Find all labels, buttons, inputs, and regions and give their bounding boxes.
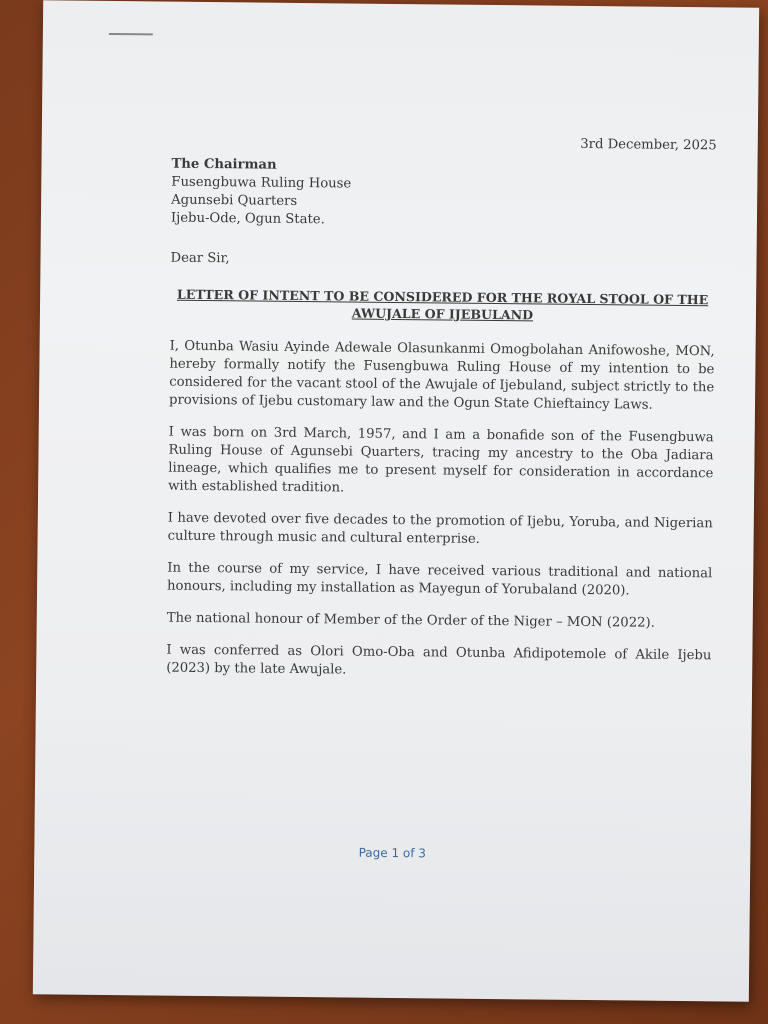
letter-body (166, 132, 717, 698)
recipient-title: The Chairman (171, 156, 277, 173)
paragraph-intent: I, Otunba Wasiu Ayinde Adewale Olasunkanmi Omogbolahan Anifowoshe, MON, hereby formally notify the Fusengbuwa Ruling House of my intention to be considered for the vacant stool of the Awujale of Ijebuland, subject strictly to the provisions of Ijebu customary law and the Ogun State Chieftaincy Laws. (168, 338, 715, 413)
paragraph-conferment: I was conferred as Olori Omo-Oba and Otunba Afidipotemole of Akile Ijebu (2023) by the late Awujale. (166, 642, 712, 678)
letter-date: 3rd December, 2025 (580, 136, 717, 154)
recipient-address (171, 156, 717, 234)
subject-heading: LETTER OF INTENT TO BE CONSIDERED FOR THE ROYAL STOOL OF THE AWUJALE OF IJEBULAND (176, 286, 709, 323)
recipient-line-3: Ijebu-Ode, Ogun State. (170, 210, 325, 228)
page-number: Page 1 of 3 (358, 845, 427, 861)
paragraph-devotion: I have devoted over five decades to the promotion of Ijebu, Yoruba, and Nigerian culture through music and cultural enterprise. (167, 510, 713, 547)
salutation: Dear Sir, (170, 250, 230, 267)
paragraph-national-honour: The national honour of Member of the Order of the Niger – MON (2022). (166, 610, 655, 631)
recipient-line-1: Fusengbuwa Ruling House (171, 174, 352, 192)
pen-mark (109, 33, 153, 35)
paragraph-honours: In the course of my service, I have received various traditional and national honours, including my installation as Mayegun of Yorubaland (2020). (167, 560, 713, 599)
letter-page (33, 0, 759, 1001)
recipient-line-2: Agunsebi Quarters (171, 192, 298, 209)
paragraph-birth: I was born on 3rd March, 1957, and I am a bonafide son of the Fusengbuwa Ruling House of Agunsebi Quarters, tracing my ancestry to the Oba Jadiara lineage, which qualifies me to present myself for consideration in accordance with established tradition. (168, 424, 714, 496)
